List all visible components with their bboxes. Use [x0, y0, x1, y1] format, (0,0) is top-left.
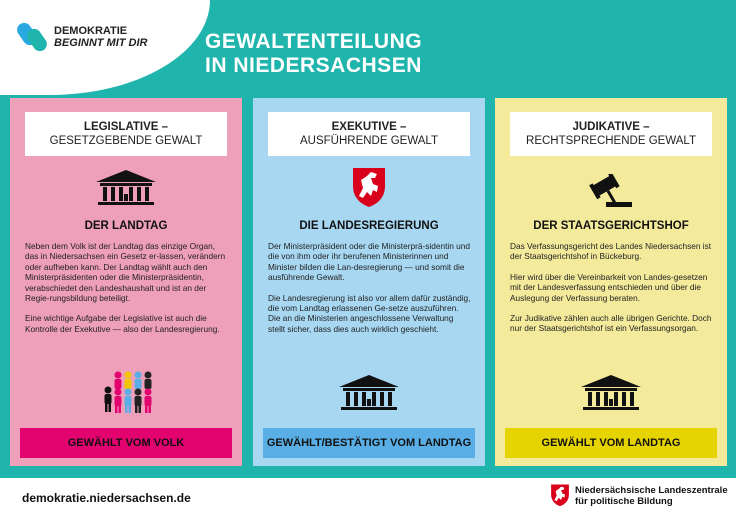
panel-subtitle: DER STAATSGERICHTSHOF: [533, 220, 689, 232]
demokratie-logo: [18, 20, 148, 54]
page-title-line1: GEWALTENTEILUNG: [205, 30, 423, 53]
institution-line1: Niedersächsische Landeszentrale: [575, 485, 728, 496]
panel-header: [510, 112, 712, 156]
panel-subtitle: DIE LANDESREGIERUNG: [299, 220, 439, 232]
page-footer: [0, 478, 736, 521]
panel-paragraph: Eine wichtige Aufgabe der Legislative ist auch die Kontrolle der Exekutive — also der Landesregierung.: [25, 313, 220, 334]
parliament-building-icon: [10, 168, 242, 208]
panel-header: [25, 112, 227, 156]
panel-heading: EXEKUTIVE –: [331, 121, 407, 133]
lower-saxony-crest-icon: [550, 483, 570, 512]
institution-line2: für politische Bildung: [575, 496, 673, 507]
logo-line1: DEMOKRATIE: [54, 25, 128, 37]
panel-body: [510, 241, 714, 344]
logo-line2: BEGINNT MIT DIR: [54, 37, 148, 49]
panel-paragraph: Hier wird über die Vereinbarkeit von Landes-gesetzen mit der Landesverfassung entschieden und über die Auslegung der Verfassung beraten.: [510, 271, 708, 303]
panel-paragraph: Das Verfassungsgericht des Landes Niedersachsen ist der Staatsgerichtshof in Bückeburg.: [510, 241, 712, 262]
panel-heading: LEGISLATIVE –: [83, 121, 169, 133]
panel-subtitle: DER LANDTAG: [84, 220, 168, 232]
panel-footer-badge: GEWÄHLT/BESTÄTIGT VOM LANDTAG: [263, 428, 475, 458]
parliament-building-icon: [253, 373, 485, 413]
website-link[interactable]: demokratie.niedersachsen.de: [22, 491, 191, 505]
panel-heading: JUDIKATIVE –: [572, 121, 650, 133]
lower-saxony-crest-icon: [253, 166, 485, 208]
panel-heading-sub: GESETZGEBENDE GEWALT: [49, 135, 203, 147]
panel-body: [268, 241, 472, 344]
page-title-line2: IN NIEDERSACHSEN: [205, 54, 422, 77]
logo-mark-icon: [18, 20, 48, 54]
panel-paragraph: Zur Judikative zählen auch alle übrigen Gerichte. Doch nur der Staatsgerichtshof ist ein Verfassungsorgan.: [510, 313, 712, 334]
parliament-building-icon: [495, 373, 727, 413]
panel-paragraph: Die Landesregierung ist also vor allem dafür zuständig, die vom Landtag erlassenen Ge-setze auszuführen. Die an die Ministerien angeschlossene Verwaltung stellt sicher, dass dies auch wirklich geschieht.: [268, 292, 471, 334]
panel-paragraph: Neben dem Volk ist der Landtag das einzige Organ, das in Niedersachsen ein Gesetz er-lassen, verändern oder aufheben kann. Der Landtag wählt auch den Ministerpräsidenten oder die Ministerpräsidentin, verabschiedet den Landeshaushalt und ist an der Regie-rungsbildung beteiligt.: [25, 241, 226, 304]
people-group-icon: [100, 370, 160, 423]
panel-heading-sub: RECHTSPRECHENDE GEWALT: [526, 135, 696, 147]
panel-heading-sub: AUSFÜHRENDE GEWALT: [299, 135, 438, 147]
page-title: [205, 30, 422, 78]
panel-footer-badge: GEWÄHLT VOM VOLK: [20, 428, 232, 458]
panel-header: [268, 112, 470, 156]
panel-paragraph: Der Ministerpräsident oder die Ministerprä-sidentin und die von ihm oder ihr berufenen Ministerinnen und Minister bilden die Lan-desregierung — und somit die ausführende Gewalt.: [268, 241, 470, 283]
panel-legislative: [10, 98, 242, 466]
panel-executive: [253, 98, 485, 466]
gavel-icon: [495, 174, 727, 208]
institution-name: [575, 485, 728, 507]
panel-footer-badge: GEWÄHLT VOM LANDTAG: [505, 428, 717, 458]
panel-judicative: [495, 98, 727, 466]
panel-body: [25, 241, 229, 344]
